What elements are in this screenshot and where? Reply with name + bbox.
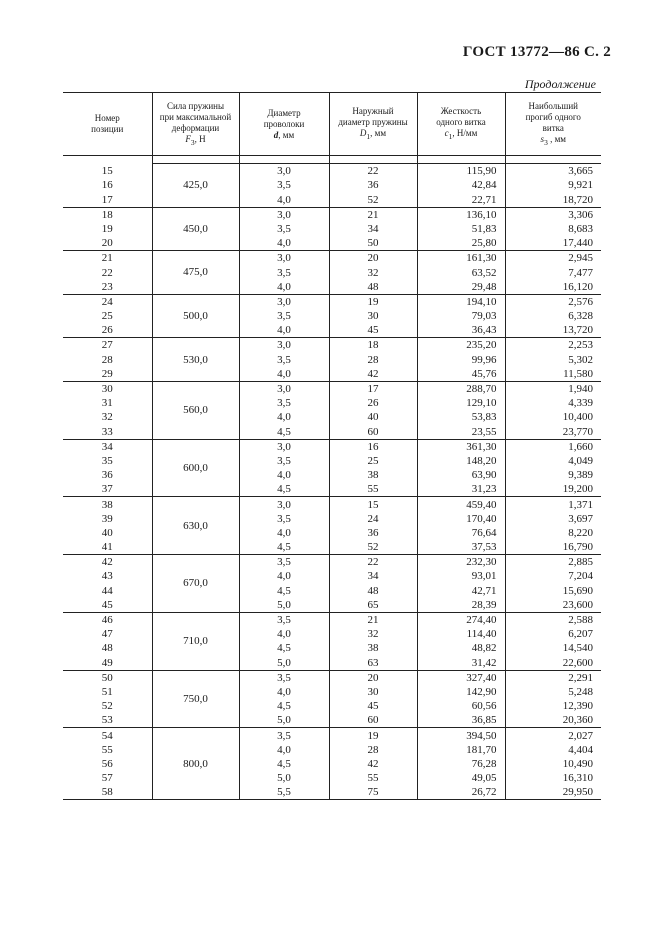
cell-position: 38 (101, 498, 113, 511)
cell-position: 34 (101, 440, 113, 453)
cell-wire-diameter: 4,0 (239, 468, 329, 482)
table-row (63, 655, 601, 670)
table-row (63, 713, 601, 728)
cell-stiffness: 36,85 (417, 713, 505, 728)
cell-wire-diameter: 4,5 (239, 641, 329, 655)
cell-position: 48 (101, 642, 113, 655)
cell-outer-diameter: 30 (329, 685, 417, 699)
cell-max-deflection: 17,440 (505, 236, 601, 251)
continuation-label: Продолжение (524, 77, 596, 91)
cell-max-deflection: 2,576 (505, 294, 601, 309)
cell-outer-diameter: 75 (329, 785, 417, 800)
cell-position: 44 (101, 584, 113, 597)
cell-force: 710,0 (152, 612, 239, 670)
cell-outer-diameter: 25 (329, 454, 417, 468)
cell-position: 40 (101, 526, 113, 539)
cell-position: 17 (63, 192, 152, 207)
cell-wire-diameter: 3,5 (239, 222, 329, 236)
cell-max-deflection: 1,940 (505, 381, 601, 396)
cell-wire-diameter: 3,5 (239, 555, 329, 570)
cell-force: 670,0 (152, 555, 239, 613)
cell-position: 19 (101, 222, 113, 235)
cell-outer-diameter: 32 (329, 627, 417, 641)
cell-force: 600,0 (152, 439, 239, 497)
table-row (63, 236, 601, 251)
cell-outer-diameter: 30 (329, 309, 417, 323)
cell-stiffness: 60,56 (417, 699, 505, 713)
cell-stiffness: 114,40 (417, 627, 505, 641)
table-row (63, 323, 601, 338)
cell-position: 50 (101, 671, 113, 684)
cell-max-deflection: 3,697 (505, 512, 601, 526)
cell-outer-diameter: 21 (329, 207, 417, 222)
cell-outer-diameter: 48 (329, 280, 417, 295)
cell-force: 425,0 (152, 164, 239, 208)
cell-stiffness: 28,39 (417, 598, 505, 613)
page-header: ГОСТ 13772—86 С. 2 (462, 44, 611, 60)
cell-outer-diameter: 19 (329, 294, 417, 309)
table-row (63, 251, 601, 266)
table-row (63, 192, 601, 207)
cell-wire-diameter: 4,0 (239, 627, 329, 641)
cell-stiffness: 23,55 (417, 424, 505, 439)
cell-max-deflection: 8,220 (505, 526, 601, 540)
cell-stiffness: 26,72 (417, 785, 505, 800)
cell-position: 35 (101, 454, 113, 467)
table-row (63, 367, 601, 382)
cell-wire-diameter: 3,5 (239, 728, 329, 743)
cell-stiffness: 53,83 (417, 410, 505, 424)
cell-outer-diameter: 28 (329, 743, 417, 757)
cell-outer-diameter: 45 (329, 699, 417, 713)
cell-outer-diameter: 55 (329, 771, 417, 785)
cell-max-deflection: 3,665 (505, 164, 601, 179)
cell-outer-diameter: 60 (329, 424, 417, 439)
cell-max-deflection: 1,660 (505, 439, 601, 454)
cell-outer-diameter: 40 (329, 410, 417, 424)
cell-position: 32 (101, 411, 113, 424)
table-row (63, 728, 601, 743)
cell-wire-diameter: 4,5 (239, 757, 329, 771)
cell-max-deflection: 2,253 (505, 338, 601, 353)
cell-stiffness: 142,90 (417, 685, 505, 699)
cell-force: 500,0 (152, 294, 239, 338)
cell-max-deflection: 18,720 (505, 192, 601, 207)
cell-stiffness: 232,30 (417, 555, 505, 570)
cell-stiffness: 327,40 (417, 670, 505, 685)
cell-stiffness: 93,01 (417, 569, 505, 583)
cell-max-deflection: 1,371 (505, 497, 601, 512)
cell-stiffness: 148,20 (417, 454, 505, 468)
table-row (63, 583, 601, 597)
cell-outer-diameter: 42 (329, 367, 417, 382)
cell-outer-diameter: 38 (329, 468, 417, 482)
cell-outer-diameter: 48 (329, 583, 417, 597)
cell-force: 530,0 (152, 338, 239, 382)
cell-stiffness: 49,05 (417, 771, 505, 785)
cell-stiffness: 76,28 (417, 757, 505, 771)
table-row (63, 222, 601, 236)
cell-max-deflection: 2,945 (505, 251, 601, 266)
cell-max-deflection: 16,310 (505, 771, 601, 785)
table-row (63, 699, 601, 713)
cell-stiffness: 99,96 (417, 352, 505, 366)
cell-force: 800,0 (152, 728, 239, 800)
cell-wire-diameter: 3,5 (239, 352, 329, 366)
table-row (63, 338, 601, 353)
cell-max-deflection: 20,360 (505, 713, 601, 728)
cell-outer-diameter: 32 (329, 265, 417, 279)
cell-outer-diameter: 45 (329, 323, 417, 338)
cell-outer-diameter: 42 (329, 757, 417, 771)
cell-wire-diameter: 3,0 (239, 439, 329, 454)
table-row (63, 785, 601, 800)
table-row (63, 164, 601, 179)
cell-position: 22 (101, 266, 113, 279)
cell-position: 43 (101, 570, 113, 583)
cell-outer-diameter: 20 (329, 670, 417, 685)
cell-position: 41 (63, 540, 152, 555)
cell-max-deflection: 19,200 (505, 482, 601, 497)
cell-max-deflection: 5,248 (505, 685, 601, 699)
cell-outer-diameter: 63 (329, 655, 417, 670)
cell-outer-diameter: 18 (329, 338, 417, 353)
table-row (63, 612, 601, 627)
cell-stiffness: 31,23 (417, 482, 505, 497)
table-row (63, 294, 601, 309)
cell-stiffness: 63,52 (417, 265, 505, 279)
header-spacer-row (63, 156, 601, 164)
cell-wire-diameter: 4,5 (239, 424, 329, 439)
table-row (63, 482, 601, 497)
cell-outer-diameter: 52 (329, 192, 417, 207)
cell-wire-diameter: 4,0 (239, 236, 329, 251)
cell-position: 39 (101, 512, 113, 525)
cell-wire-diameter: 3,0 (239, 164, 329, 179)
cell-wire-diameter: 4,0 (239, 323, 329, 338)
table-row (63, 569, 601, 583)
cell-max-deflection: 11,580 (505, 367, 601, 382)
table-row (63, 757, 601, 771)
cell-stiffness: 42,84 (417, 178, 505, 192)
cell-outer-diameter: 38 (329, 641, 417, 655)
cell-position: 25 (101, 310, 113, 323)
cell-outer-diameter: 34 (329, 222, 417, 236)
cell-stiffness: 42,71 (417, 583, 505, 597)
cell-max-deflection: 29,950 (505, 785, 601, 800)
cell-wire-diameter: 3,0 (239, 497, 329, 512)
cell-outer-diameter: 36 (329, 178, 417, 192)
cell-stiffness: 37,53 (417, 540, 505, 555)
col-header-stiffness: Жесткость одного витка $c_1$, Н/мм (417, 93, 505, 156)
cell-stiffness: 29,48 (417, 280, 505, 295)
cell-wire-diameter: 4,5 (239, 699, 329, 713)
table-row (63, 685, 601, 699)
table-row (63, 468, 601, 482)
cell-wire-diameter: 4,5 (239, 583, 329, 597)
table-row (63, 178, 601, 192)
cell-position: 15 (101, 165, 113, 178)
cell-position: 56 (101, 757, 113, 770)
cell-wire-diameter: 3,5 (239, 309, 329, 323)
cell-wire-diameter: 3,5 (239, 265, 329, 279)
cell-outer-diameter: 52 (329, 540, 417, 555)
cell-position: 52 (101, 700, 113, 713)
cell-stiffness: 361,30 (417, 439, 505, 454)
cell-outer-diameter: 55 (329, 482, 417, 497)
cell-position: 37 (63, 482, 152, 497)
cell-wire-diameter: 3,5 (239, 396, 329, 410)
cell-stiffness: 48,82 (417, 641, 505, 655)
cell-max-deflection: 15,690 (505, 583, 601, 597)
cell-position: 49 (63, 655, 152, 670)
table-row (63, 410, 601, 424)
table-row (63, 424, 601, 439)
table-row (63, 454, 601, 468)
cell-wire-diameter: 4,0 (239, 569, 329, 583)
cell-wire-diameter: 4,0 (239, 280, 329, 295)
cell-position: 53 (63, 713, 152, 728)
cell-max-deflection: 6,328 (505, 309, 601, 323)
cell-wire-diameter: 3,5 (239, 454, 329, 468)
cell-max-deflection: 10,490 (505, 757, 601, 771)
table-row (63, 309, 601, 323)
cell-outer-diameter: 22 (329, 164, 417, 179)
col-header-max-deflection: Наибольший прогиб одного витка $s_3$ , мм (505, 93, 601, 156)
cell-outer-diameter: 19 (329, 728, 417, 743)
cell-position: 21 (101, 252, 113, 265)
cell-stiffness: 181,70 (417, 743, 505, 757)
cell-stiffness: 288,70 (417, 381, 505, 396)
cell-max-deflection: 13,720 (505, 323, 601, 338)
cell-max-deflection: 14,540 (505, 641, 601, 655)
cell-position: 58 (63, 785, 152, 800)
cell-wire-diameter: 4,0 (239, 410, 329, 424)
cell-max-deflection: 5,302 (505, 352, 601, 366)
cell-max-deflection: 3,306 (505, 207, 601, 222)
table-row (63, 771, 601, 785)
cell-outer-diameter: 65 (329, 598, 417, 613)
cell-position: 45 (63, 598, 152, 613)
cell-position: 29 (63, 367, 152, 382)
cell-max-deflection: 4,049 (505, 454, 601, 468)
table-row (63, 627, 601, 641)
cell-wire-diameter: 4,0 (239, 743, 329, 757)
cell-wire-diameter: 5,0 (239, 655, 329, 670)
cell-max-deflection: 7,204 (505, 569, 601, 583)
cell-outer-diameter: 60 (329, 713, 417, 728)
cell-outer-diameter: 34 (329, 569, 417, 583)
cell-outer-diameter: 26 (329, 396, 417, 410)
cell-max-deflection: 23,600 (505, 598, 601, 613)
table-header-row (63, 93, 601, 156)
cell-outer-diameter: 22 (329, 555, 417, 570)
cell-max-deflection: 9,389 (505, 468, 601, 482)
cell-force: 475,0 (152, 251, 239, 295)
cell-max-deflection: 23,770 (505, 424, 601, 439)
cell-outer-diameter: 21 (329, 612, 417, 627)
cell-stiffness: 36,43 (417, 323, 505, 338)
table-row (63, 497, 601, 512)
cell-wire-diameter: 5,0 (239, 771, 329, 785)
cell-position: 23 (63, 280, 152, 295)
cell-max-deflection: 9,921 (505, 178, 601, 192)
cell-max-deflection: 16,790 (505, 540, 601, 555)
cell-force: 750,0 (152, 670, 239, 728)
table-row (63, 396, 601, 410)
cell-position: 42 (101, 556, 113, 569)
cell-outer-diameter: 24 (329, 512, 417, 526)
cell-stiffness: 79,03 (417, 309, 505, 323)
cell-position: 47 (101, 628, 113, 641)
cell-stiffness: 45,76 (417, 367, 505, 382)
cell-stiffness: 129,10 (417, 396, 505, 410)
cell-position: 36 (101, 469, 113, 482)
cell-stiffness: 394,50 (417, 728, 505, 743)
cell-wire-diameter: 4,5 (239, 482, 329, 497)
cell-wire-diameter: 3,5 (239, 512, 329, 526)
cell-position: 55 (101, 743, 113, 756)
cell-stiffness: 51,83 (417, 222, 505, 236)
spring-parameters-table (63, 92, 601, 800)
cell-max-deflection: 2,291 (505, 670, 601, 685)
cell-wire-diameter: 3,5 (239, 670, 329, 685)
cell-wire-diameter: 3,5 (239, 178, 329, 192)
cell-position: 24 (101, 295, 113, 308)
cell-stiffness: 170,40 (417, 512, 505, 526)
cell-position: 20 (63, 236, 152, 251)
cell-max-deflection: 2,885 (505, 555, 601, 570)
table-body (63, 156, 601, 800)
cell-max-deflection: 10,400 (505, 410, 601, 424)
cell-outer-diameter: 17 (329, 381, 417, 396)
cell-stiffness: 115,90 (417, 164, 505, 179)
cell-position: 26 (63, 323, 152, 338)
cell-wire-diameter: 3,0 (239, 251, 329, 266)
cell-position: 18 (101, 208, 113, 221)
table-row (63, 670, 601, 685)
cell-position: 28 (101, 353, 113, 366)
cell-stiffness: 22,71 (417, 192, 505, 207)
cell-wire-diameter: 4,0 (239, 192, 329, 207)
col-header-position: Номер позиции (63, 93, 152, 156)
table-row (63, 265, 601, 279)
cell-stiffness: 235,20 (417, 338, 505, 353)
cell-max-deflection: 8,683 (505, 222, 601, 236)
cell-stiffness: 274,40 (417, 612, 505, 627)
table-row (63, 540, 601, 555)
cell-wire-diameter: 3,0 (239, 294, 329, 309)
cell-stiffness: 459,40 (417, 497, 505, 512)
cell-wire-diameter: 3,0 (239, 207, 329, 222)
cell-stiffness: 31,42 (417, 655, 505, 670)
cell-force: 450,0 (152, 207, 239, 251)
cell-stiffness: 161,30 (417, 251, 505, 266)
cell-max-deflection: 22,600 (505, 655, 601, 670)
cell-max-deflection: 16,120 (505, 280, 601, 295)
cell-stiffness: 136,10 (417, 207, 505, 222)
table-row (63, 598, 601, 613)
col-header-wire-diameter: Диаметр проволоки d, мм (239, 93, 329, 156)
cell-position: 30 (101, 383, 113, 395)
table-row (63, 207, 601, 222)
cell-wire-diameter: 4,5 (239, 540, 329, 555)
cell-stiffness: 76,64 (417, 526, 505, 540)
cell-stiffness: 63,90 (417, 468, 505, 482)
cell-position: 16 (101, 179, 113, 192)
table-row (63, 280, 601, 295)
cell-outer-diameter: 15 (329, 497, 417, 512)
cell-force: 560,0 (152, 381, 239, 439)
table-row (63, 743, 601, 757)
cell-wire-diameter: 4,0 (239, 526, 329, 540)
cell-max-deflection: 6,207 (505, 627, 601, 641)
table-row (63, 641, 601, 655)
cell-max-deflection: 12,390 (505, 699, 601, 713)
cell-position: 31 (101, 397, 113, 410)
cell-max-deflection: 7,477 (505, 265, 601, 279)
cell-max-deflection: 4,404 (505, 743, 601, 757)
cell-position: 27 (101, 339, 113, 352)
cell-wire-diameter: 4,0 (239, 367, 329, 382)
cell-stiffness: 194,10 (417, 294, 505, 309)
cell-outer-diameter: 28 (329, 352, 417, 366)
cell-outer-diameter: 20 (329, 251, 417, 266)
cell-outer-diameter: 16 (329, 439, 417, 454)
cell-outer-diameter: 36 (329, 526, 417, 540)
cell-position: 51 (101, 685, 113, 698)
cell-max-deflection: 2,588 (505, 612, 601, 627)
table-row (63, 352, 601, 366)
table-row (63, 381, 601, 396)
cell-max-deflection: 2,027 (505, 728, 601, 743)
table-row (63, 439, 601, 454)
cell-max-deflection: 4,339 (505, 396, 601, 410)
table-row (63, 512, 601, 526)
cell-wire-diameter: 3,0 (239, 381, 329, 396)
cell-position: 54 (101, 729, 113, 742)
cell-wire-diameter: 4,0 (239, 685, 329, 699)
table-row (63, 555, 601, 570)
col-header-outer-diameter: Наружный диаметр пружины $D_1$, мм (329, 93, 417, 156)
cell-wire-diameter: 5,0 (239, 598, 329, 613)
cell-outer-diameter: 50 (329, 236, 417, 251)
cell-stiffness: 25,80 (417, 236, 505, 251)
cell-position: 33 (63, 424, 152, 439)
cell-wire-diameter: 5,5 (239, 785, 329, 800)
cell-position: 46 (101, 614, 113, 626)
cell-wire-diameter: 3,5 (239, 612, 329, 627)
col-header-force: Сила пружины при максимальной деформации $F_3$, Н (152, 93, 239, 156)
table-row (63, 526, 601, 540)
cell-wire-diameter: 5,0 (239, 713, 329, 728)
cell-force: 630,0 (152, 497, 239, 555)
cell-wire-diameter: 3,0 (239, 338, 329, 353)
cell-position: 57 (101, 772, 113, 785)
